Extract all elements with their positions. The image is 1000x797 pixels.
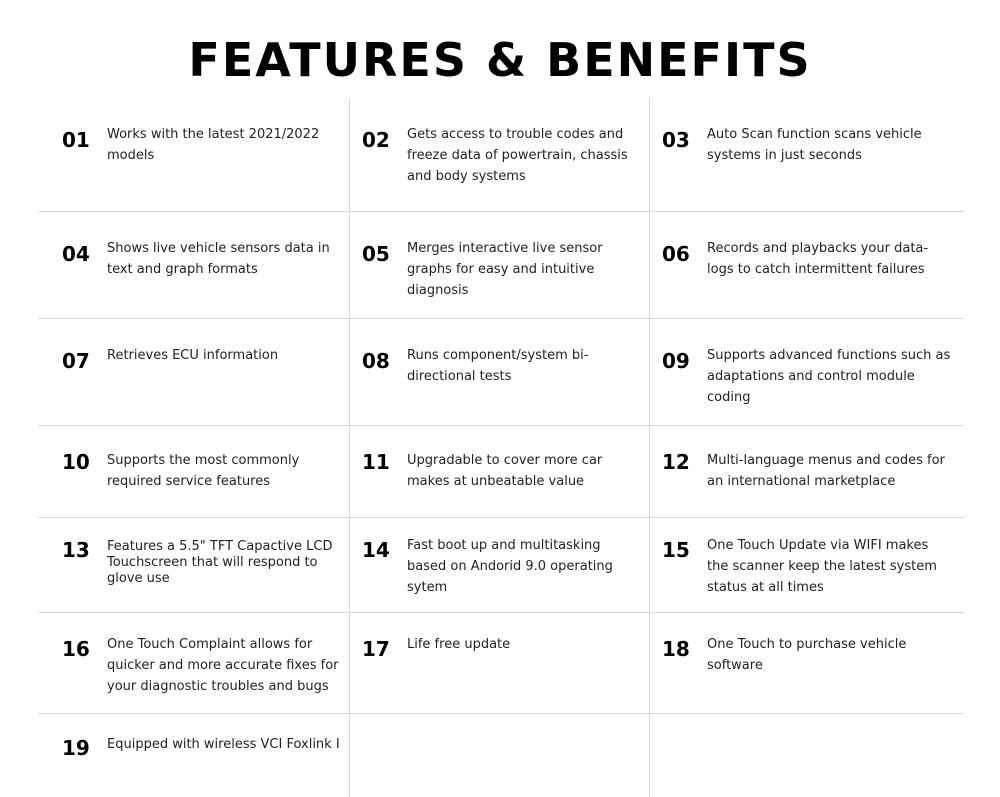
feature-description: Runs component/system bi-directional tests (407, 348, 589, 384)
feature-description: Works with the latest 2021/2022 models (107, 127, 320, 163)
feature-number: 06 (662, 242, 690, 266)
feature-cell (38, 518, 350, 613)
feature-cell (38, 426, 350, 518)
feature-cell (650, 212, 964, 319)
feature-cell (650, 613, 964, 714)
feature-description: Features a 5.5" TFT Capactive LCD Touchscreen that will respond to glove use (107, 539, 333, 586)
feature-cell (350, 613, 650, 714)
feature-number: 14 (362, 538, 390, 562)
feature-number: 19 (62, 736, 90, 760)
feature-cell (350, 212, 650, 319)
feature-description: Shows live vehicle sensors data in text and graph formats (107, 241, 330, 277)
feature-description: Merges interactive live sensor graphs for easy and intuitive diagnosis (407, 241, 603, 298)
feature-number: 03 (662, 128, 690, 152)
feature-cell (650, 98, 964, 212)
feature-number: 12 (662, 450, 690, 474)
feature-cell (38, 714, 350, 797)
empty-cell (650, 714, 964, 797)
feature-number: 04 (62, 242, 90, 266)
feature-cell (38, 98, 350, 212)
feature-cell (350, 98, 650, 212)
feature-description: Multi-language menus and codes for an international marketplace (707, 453, 945, 489)
feature-description: Supports the most commonly required service features (107, 453, 300, 489)
feature-cell (650, 319, 964, 426)
feature-number: 08 (362, 349, 390, 373)
feature-number: 10 (62, 450, 90, 474)
feature-cell (38, 319, 350, 426)
feature-number: 16 (62, 637, 90, 661)
feature-description: Supports advanced functions such as adaptations and control module coding (707, 348, 951, 405)
feature-number: 09 (662, 349, 690, 373)
feature-description: Records and playbacks your data-logs to catch intermittent failures (707, 241, 929, 277)
feature-cell (650, 426, 964, 518)
feature-description: Auto Scan function scans vehicle systems in just seconds (707, 127, 922, 163)
feature-number: 07 (62, 349, 90, 373)
feature-number: 17 (362, 637, 390, 661)
feature-description: Equipped with wireless VCI Foxlink I (107, 737, 340, 752)
feature-number: 15 (662, 538, 690, 562)
feature-description: Upgradable to cover more car makes at unbeatable value (407, 453, 603, 489)
feature-number: 11 (362, 450, 390, 474)
feature-cell (38, 613, 350, 714)
features-grid (38, 98, 964, 797)
feature-description: One Touch Complaint allows for quicker and more accurate fixes for your diagnostic troubles and bugs (107, 637, 339, 694)
feature-description: Life free update (407, 637, 511, 652)
feature-cell (350, 319, 650, 426)
feature-number: 13 (62, 538, 90, 562)
feature-number: 05 (362, 242, 390, 266)
feature-cell (350, 426, 650, 518)
feature-number: 02 (362, 128, 390, 152)
feature-description: One Touch to purchase vehicle software (707, 637, 907, 673)
feature-description: One Touch Update via WIFI makes the scanner keep the latest system status at all times (707, 538, 937, 595)
feature-cell (650, 518, 964, 613)
page-title: FEATURES & BENEFITS (188, 33, 812, 87)
feature-number: 18 (662, 637, 690, 661)
feature-cell (38, 212, 350, 319)
feature-description: Gets access to trouble codes and freeze data of powertrain, chassis and body systems (407, 127, 628, 184)
feature-cell (350, 518, 650, 613)
feature-description: Fast boot up and multitasking based on Andorid 9.0 operating sytem (407, 538, 613, 595)
feature-number: 01 (62, 128, 90, 152)
empty-cell (350, 714, 650, 797)
feature-description: Retrieves ECU information (107, 348, 279, 363)
